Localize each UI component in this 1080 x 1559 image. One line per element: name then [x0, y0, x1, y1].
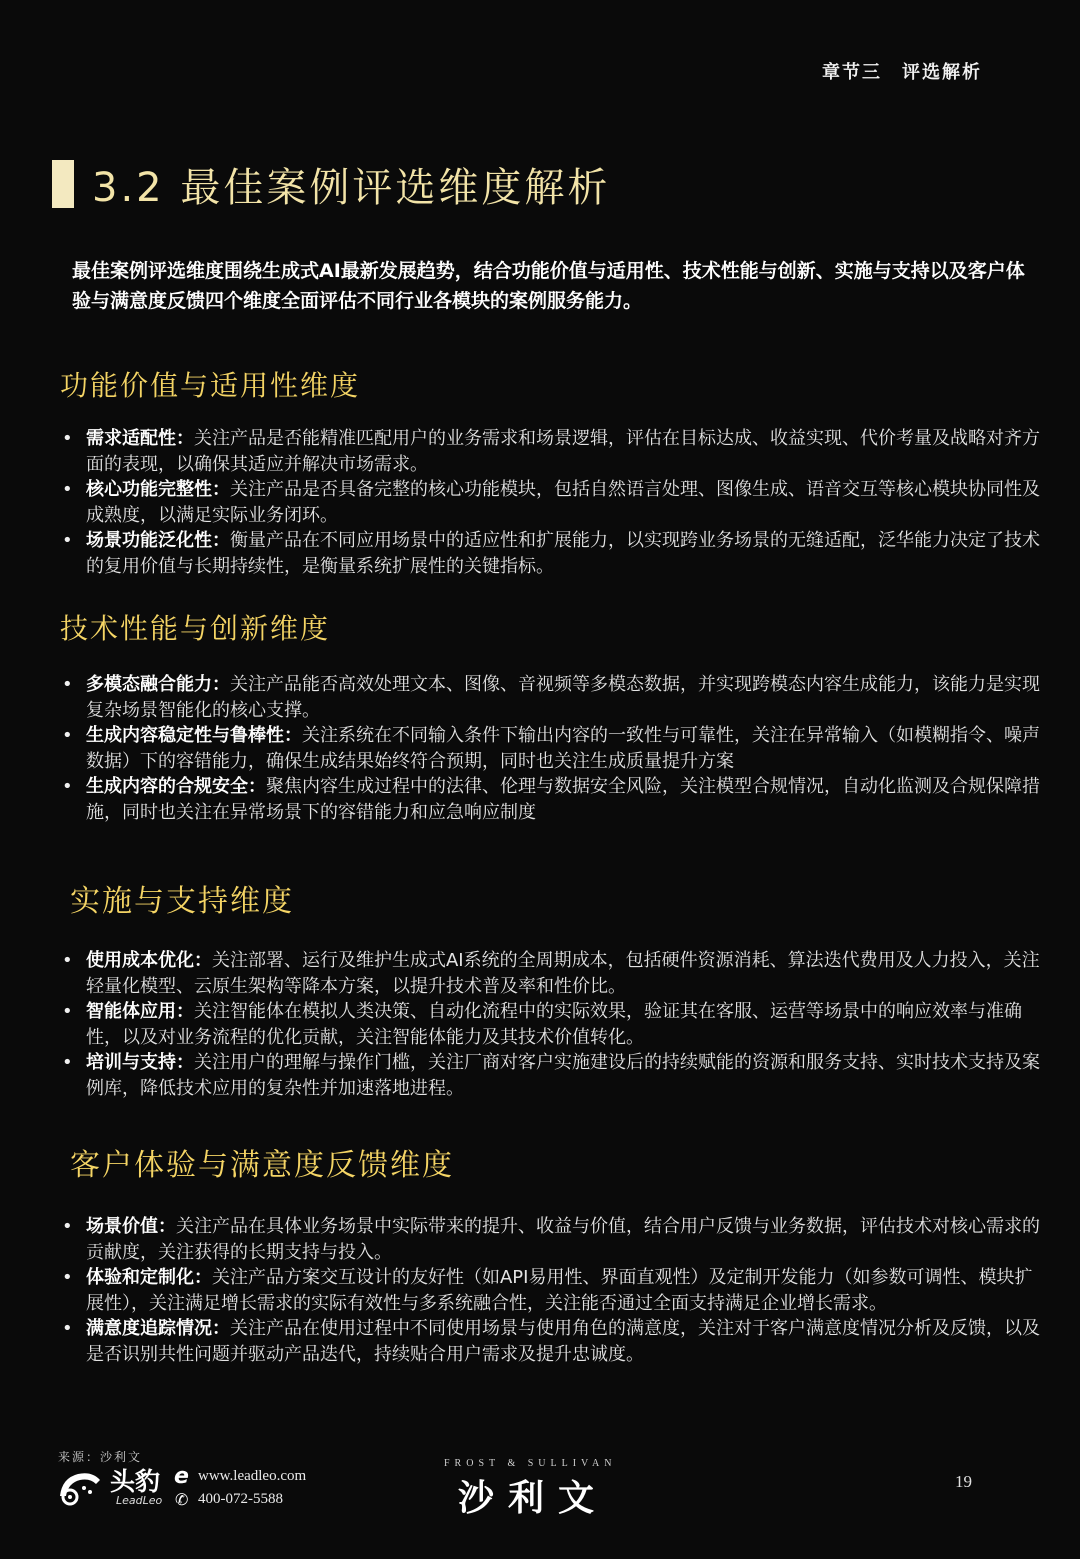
title-accent-bar: [52, 160, 74, 208]
item-text: 关注智能体在模拟人类决策、自动化流程中的实际效果，验证其在客服、运营等场景中的响应效率与准确性，以及对业务流程的优化贡献，关注智能体能力及其技术价值转化。: [86, 1001, 1022, 1048]
list-item: [60, 426, 1045, 477]
item-text: 关注系统在不同输入条件下输出内容的一致性与可靠性，关注在异常输入（如模糊指令、噪声数据）下的容错能力，确保生成结果始终符合预期，同时也关注生成质量提升方案: [86, 725, 1040, 772]
section-list: [60, 1214, 1045, 1367]
list-item: [60, 1050, 1045, 1101]
item-text: 关注产品在使用过程中不同使用场景与使用角色的满意度，关注对于客户满意度情况分析及反馈，以及是否识别共性问题并驱动产品迭代，持续贴合用户需求及提升忠诚度。: [86, 1318, 1040, 1365]
chapter-label: 章节三 评选解析: [822, 62, 982, 83]
item-text: 关注产品是否具备完整的核心功能模块，包括自然语言处理、图像生成、语音交互等核心模块协同性及成熟度，以满足实际业务闭环。: [86, 479, 1040, 526]
brand-name-en: LeadLeo: [116, 1494, 163, 1507]
list-item: [60, 1214, 1045, 1265]
list-item: [60, 1316, 1045, 1367]
section-list: [60, 426, 1045, 579]
section-heading: 客户体验与满意度反馈维度: [70, 1148, 454, 1183]
section-implementation-support: [60, 876, 1045, 1101]
list-item: [60, 999, 1045, 1050]
web-e-icon: e: [174, 1464, 189, 1489]
item-text: 关注产品在具体业务场景中实际带来的提升、收益与价值，结合用户反馈与业务数据，评估技术对核心需求的贡献度，关注获得的长期支持与投入。: [86, 1216, 1040, 1263]
section-heading: 功能价值与适用性维度: [60, 369, 361, 402]
item-term: 培训与支持：: [86, 1052, 194, 1073]
source-note: 来源：沙利文: [58, 1450, 143, 1464]
item-text: 关注产品方案交互设计的友好性（如API易用性、界面直观性）及定制开发能力（如参数可调性、模块扩展性），关注满足增长需求的实际有效性与多系统融合性，关注能否通过全面支持满足企业增长需求。: [86, 1267, 1033, 1314]
brand-name-cn: 头豹: [110, 1467, 161, 1496]
item-text: 衡量产品在不同应用场景中的适应性和扩展能力，以实现跨业务场景的无缝适配，泛华能力决定了技术的复用价值与长期持续性，是衡量系统扩展性的关键指标。: [86, 530, 1040, 577]
item-text: 关注用户的理解与操作门槛，关注厂商对客户实施建设后的持续赋能的资源和服务支持、实时技术支持及案例库，降低技术应用的复杂性并加速落地进程。: [86, 1052, 1040, 1099]
item-term: 需求适配性：: [86, 428, 194, 449]
item-text: 关注产品能否高效处理文本、图像、音视频等多模态数据，并实现跨模态内容生成能力，该能力是实现复杂场景智能化的核心支撑。: [86, 674, 1040, 721]
page-number: 19: [955, 1472, 972, 1491]
item-term: 场景价值：: [86, 1216, 176, 1237]
item-term: 生成内容稳定性与鲁棒性：: [86, 725, 302, 746]
section-technical-performance: [60, 607, 1045, 825]
leopard-logo-icon: [56, 1466, 104, 1506]
item-term: 多模态融合能力：: [86, 674, 230, 695]
partner-logo-cn: 沙利文: [458, 1478, 609, 1519]
section-functional-value: [60, 364, 1045, 579]
item-text: 聚焦内容生成过程中的法律、伦理与数据安全风险，关注模型合规情况，自动化监测及合规保障措施，同时也关注在异常场景下的容错能力和应急响应制度: [86, 776, 1040, 823]
item-term: 使用成本优化：: [86, 950, 212, 971]
item-text: 关注部署、运行及维护生成式AI系统的全周期成本，包括硬件资源消耗、算法迭代费用及人力投入，关注轻量化模型、云原生架构等降本方案，以提升技术普及率和性价比。: [86, 950, 1040, 997]
item-term: 满意度追踪情况：: [86, 1318, 230, 1339]
item-term: 核心功能完整性：: [86, 479, 230, 500]
item-term: 场景功能泛化性：: [86, 530, 230, 551]
website-link[interactable]: www.leadleo.com: [198, 1468, 307, 1484]
section-heading: 技术性能与创新维度: [60, 612, 331, 645]
partner-logo-en: FROST & SULLIVAN: [444, 1458, 617, 1469]
item-text: 关注产品是否能精准匹配用户的业务需求和场景逻辑，评估在目标达成、收益实现、代价考量及战略对齐方面的表现，以确保其适应并解决市场需求。: [86, 428, 1040, 475]
phone-number: 400-072-5588: [198, 1491, 283, 1507]
page-title: 3.2 最佳案例评选维度解析: [92, 165, 611, 211]
list-item: [60, 672, 1045, 723]
list-item: [60, 477, 1045, 528]
list-item: [60, 528, 1045, 579]
phone-icon: ✆: [175, 1490, 189, 1509]
item-term: 体验和定制化：: [86, 1267, 212, 1288]
section-heading: 实施与支持维度: [70, 884, 294, 919]
list-item: [60, 774, 1045, 825]
list-item: [60, 723, 1045, 774]
item-term: 智能体应用：: [86, 1001, 194, 1022]
section-list: [60, 948, 1045, 1101]
item-term: 生成内容的合规安全：: [86, 776, 266, 797]
section-customer-experience: [60, 1140, 1045, 1367]
section-list: [60, 672, 1045, 825]
list-item: [60, 1265, 1045, 1316]
intro-paragraph: 最佳案例评选维度围绕生成式AI最新发展趋势，结合功能价值与适用性、技术性能与创新、实施与支持以及客户体验与满意度反馈四个维度全面评估不同行业各模块的案例服务能力。: [72, 260, 1025, 312]
list-item: [60, 948, 1045, 999]
